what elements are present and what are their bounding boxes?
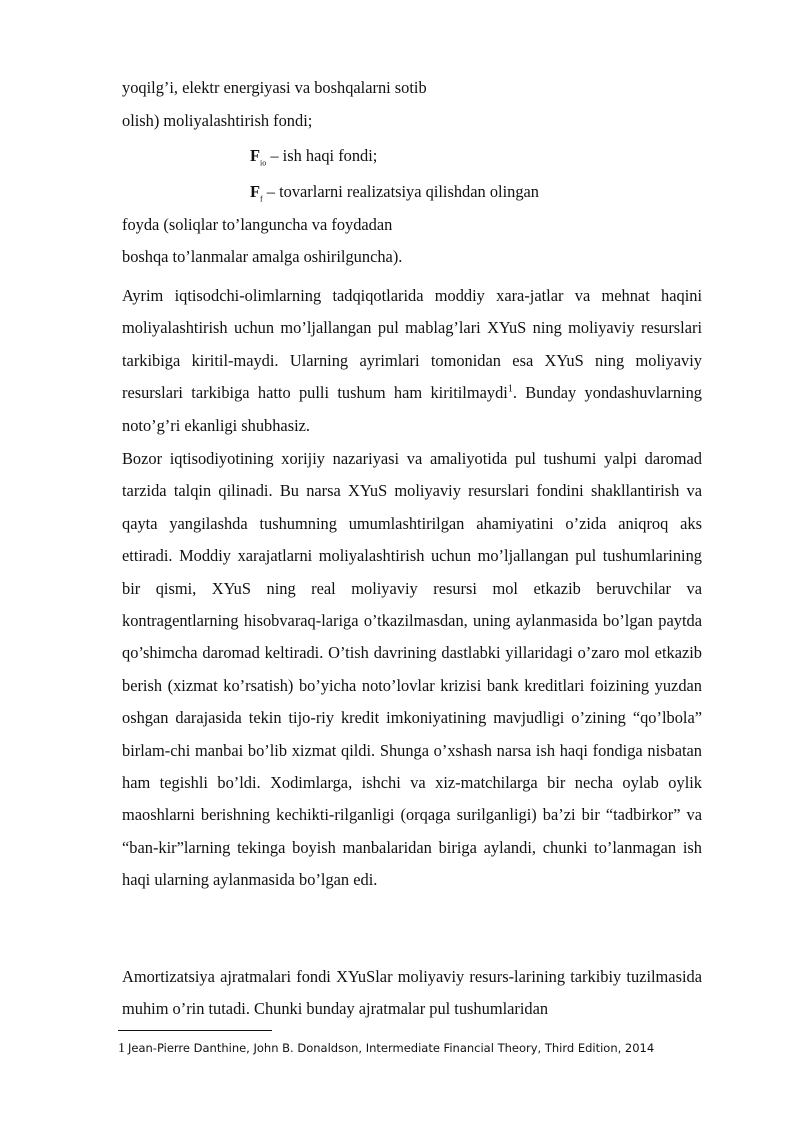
footnote-number: 1 [118, 1041, 125, 1056]
fio-text: – ish haqi fondi; [270, 146, 378, 165]
f-symbol: F [250, 182, 261, 201]
fio-symbol: F [250, 146, 261, 165]
footnote-text: Jean-Pierre Danthine, John B. Donaldson, Intermediate Financial Theory, Third Edition, 2014 [128, 1041, 655, 1055]
intro-line-6: boshqa to’lanmalar amalga oshirilguncha). [122, 247, 403, 266]
definition-fio [250, 146, 377, 166]
paragraph-1-end: . Bunday yondashuvlarning noto’g’ri ekanligi shubhasiz. [122, 383, 703, 435]
intro-line-5: foyda (soliqlar to’languncha va foydadan [122, 215, 393, 234]
f-text: – tovarlarni realizatsiya qilishdan olingan [266, 182, 539, 201]
paragraph-3: Amortizatsiya ajratmalari fondi XYuSlar moliyaviy resurs-larining tarkibiy tuzilmasida muhim o’rin tutadi. Chunki bunday ajratmalar pul tushumlaridan [122, 967, 702, 1019]
paragraph-1-text: Ayrim iqtisodchi-olimlarning tadqiqotlarida moddiy xara-jatlar va mehnat haqini moliyalashtirish uchun mo’ljallangan pul mablag’lari XYuS ning moliyaviy resurslari tarkibiga kiritil-maydi. Ularning ayrimlari tomonidan esa XYuS ning moliyaviy resurslari tarkibiga hatto pulli tushum ham kiritilmaydi [122, 286, 702, 403]
definition-f [250, 182, 539, 202]
f-subscript: f [260, 194, 263, 204]
paragraph-1 [122, 280, 702, 442]
footnote [118, 1040, 654, 1057]
fio-subscript: io [260, 158, 267, 168]
footnote-reference: 1 [507, 383, 513, 395]
intro-line-1: yoqilg’i, elektr energiyasi va boshqalarni sotib [122, 78, 427, 97]
intro-line-2: olish) moliyalashtirish fondi; [122, 111, 313, 130]
footnote-divider [118, 1030, 272, 1031]
paragraph-2: Bozor iqtisodiyotining xorijiy nazariyasi va amaliyotida pul tushumi yalpi daromad tarzida talqin qilinadi. Bu narsa XYuS moliyaviy resurslari fondini shakllantirish va qayta yangilashda tushumning umumlashtirilgan ahamiyatini o’zida aniqroq aks ettiradi. Moddiy xarajatlarni moliyalashtirish uchun mo’ljallangan pul tushumlarining bir qismi, XYuS ning real moliyaviy resursi mol etkazib beruvchilar va kontragentlarning hisobvaraq-lariga o’tkazilmasdan, uning aylanmasida bo’lgan paytda qo’shimcha daromad keltiradi. O’tish davrining dastlabki yillaridagi o’zaro mol etkazib berish (xizmat ko’rsatish) bo’yicha noto’lovlar krizisi bank kreditlari foizining yuzdan oshgan darajasida tekin tijo-riy kredit imkoniyatining mavjudligi o’zining “qo’lbola” birlam-chi manbai bo’lib xizmat qildi. Shunga o’xshash narsa ish haqi fondiga nisbatan ham tegishli bo’ldi. Xodimlarga, ishchi va xiz-matchilarga bir necha oylab oylik maoshlarni berishning kechikti-rilganligi (orqaga surilganligi) ba’zi bir “tadbirkor” va “ban-kir”larning tekinga boyish manbalaridan biriga aylandi, chunki to’lanmagan ish haqi ularning aylanmasida bo’lgan edi. [122, 449, 702, 890]
